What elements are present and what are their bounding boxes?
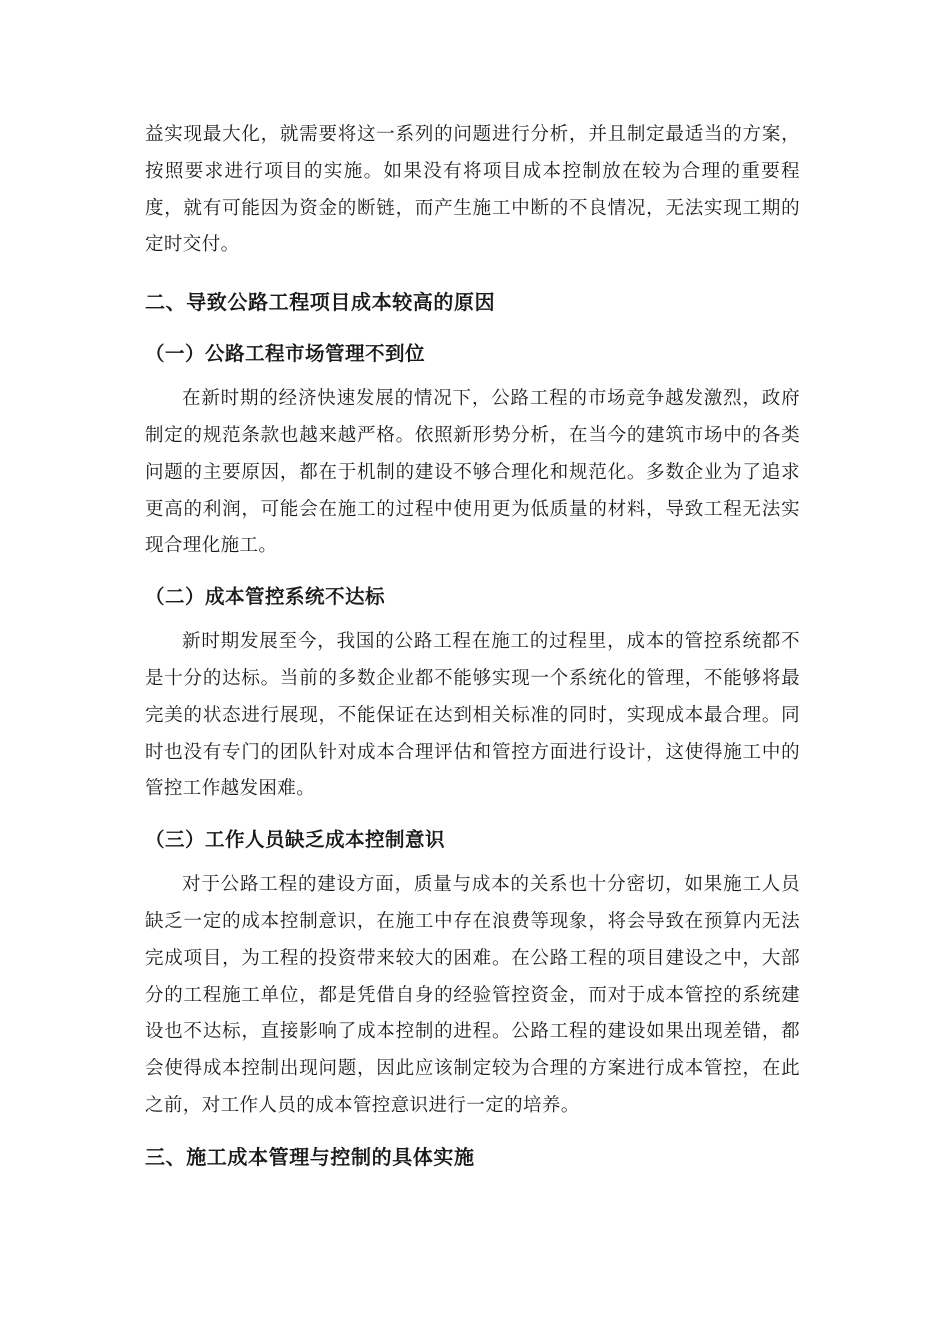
intro-paragraph: 益实现最大化，就需要将这一系列的问题进行分析，并且制定最适当的方案，按照要求进行项目的实施。如果没有将项目成本控制放在较为合理的重要程度，就有可能因为资金的断链，而产生施工中断的不良情况，无法实现工期的定时交付。 xyxy=(145,124,800,256)
subsection-2-paragraph: 新时期发展至今，我国的公路工程在施工的过程里，成本的管控系统都不是十分的达标。当前的多数企业都不能够实现一个系统化的管理，不能够将最完美的状态进行展现，不能保证在达到相关标准的同时，实现成本最合理。同时也没有专门的团队针对成本合理评估和管控方面进行设计，这使得施工中的管控工作越发困难。 xyxy=(145,631,800,800)
subsection-heading-1: （一）公路工程市场管理不到位 xyxy=(145,342,426,366)
subsection-1-paragraph: 在新时期的经济快速发展的情况下，公路工程的市场竞争越发激烈，政府制定的规范条款也越来越严格。依照新形势分析，在当今的建筑市场中的各类问题的主要原因，都在于机制的建设不够合理化和规范化。多数企业为了追求更高的利润，可能会在施工的过程中使用更为低质量的材料，导致工程无法实现合理化施工。 xyxy=(145,388,800,557)
subsection-3-paragraph: 对于公路工程的建设方面，质量与成本的关系也十分密切，如果施工人员缺乏一定的成本控制意识，在施工中存在浪费等现象，将会导致在预算内无法完成项目，为工程的投资带来较大的困难。在公路工程的项目建设之中，大部分的工程施工单位，都是凭借自身的经验管控资金，而对于成本管控的系统建设也不达标，直接影响了成本控制的进程。公路工程的建设如果出现差错，都会使得成本控制出现问题，因此应该制定较为合理的方案进行成本管控，在此之前，对工作人员的成本管控意识进行一定的培养。 xyxy=(145,874,800,1116)
section-heading-2: 二、导致公路工程项目成本较高的原因 xyxy=(145,290,496,315)
section-heading-3: 三、施工成本管理与控制的具体实施 xyxy=(145,1144,475,1169)
subsection-heading-2: （二）成本管控系统不达标 xyxy=(145,585,386,609)
subsection-heading-3: （三）工作人员缺乏成本控制意识 xyxy=(145,828,446,852)
document-body xyxy=(145,117,800,1171)
